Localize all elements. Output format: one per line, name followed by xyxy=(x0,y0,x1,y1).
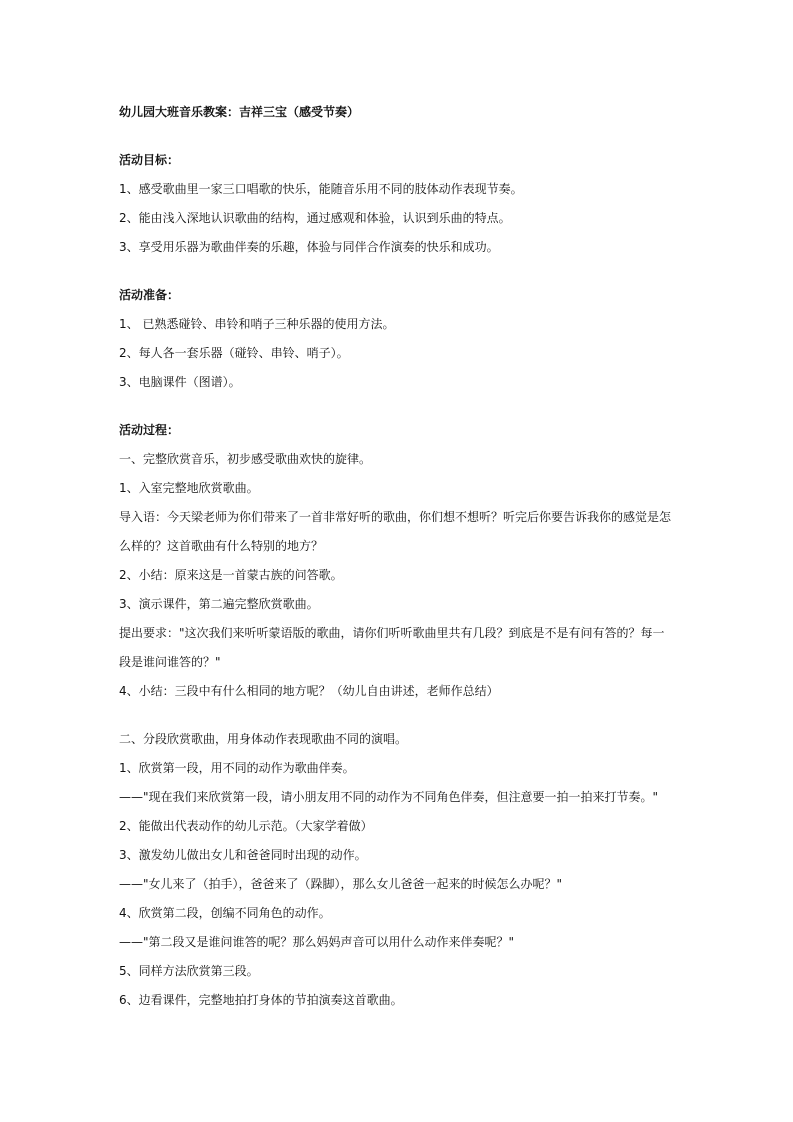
process-line: ——"现在我们来欣赏第一段，请小朋友用不同的动作为不同角色伴奏，但注意要一拍一拍来打节奏。" xyxy=(119,790,659,804)
process-line: 4、欣赏第二段，创编不同角色的动作。 xyxy=(119,906,331,920)
process-line: 导入语：今天梁老师为你们带来了一首非常好听的歌曲，你们想不想听？听完后你要告诉我你的感觉是怎 xyxy=(119,510,672,524)
goal-item: 1、感受歌曲里一家三口唱歌的快乐，能随音乐用不同的肢体动作表现节奏。 xyxy=(119,182,523,196)
process-line: 二、分段欣赏歌曲，用身体动作表现歌曲不同的演唱。 xyxy=(119,732,408,746)
prep-item: 2、每人各一套乐器（碰铃、串铃、哨子）。 xyxy=(119,346,349,360)
process-line: 提出要求："这次我们来听听蒙语版的歌曲，请你们听听歌曲里共有几段？到底是不是有问有答的？每一 xyxy=(119,626,665,640)
prep-heading: 活动准备： xyxy=(119,288,180,302)
process-line: ——"第二段又是谁问谁答的呢？那么妈妈声音可以用什么动作来伴奏呢？" xyxy=(119,935,515,949)
process-line: 6、边看课件，完整地拍打身体的节拍演奏这首歌曲。 xyxy=(119,993,403,1007)
goal-item: 3、享受用乐器为歌曲伴奏的乐趣，体验与同伴合作演奏的快乐和成功。 xyxy=(119,240,499,254)
process-heading: 活动过程： xyxy=(119,423,180,437)
process-line: 3、演示课件，第二遍完整欣赏歌曲。 xyxy=(119,597,319,611)
process-line: 2、能做出代表动作的幼儿示范。（大家学着做） xyxy=(119,819,373,833)
process-line: 么样的？这首歌曲有什么特别的地方？ xyxy=(119,539,324,553)
prep-item: 3、电脑课件（图谱）。 xyxy=(119,375,241,389)
process-line: 1、欣赏第一段，用不同的动作为歌曲伴奏。 xyxy=(119,761,355,775)
process-line: 4、小结：三段中有什么相同的地方呢？（幼儿自由讲述，老师作总结） xyxy=(119,684,499,698)
prep-item: 1、 已熟悉碰铃、串铃和哨子三种乐器的使用方法。 xyxy=(119,317,395,331)
goal-item: 2、能由浅入深地认识歌曲的结构，通过感观和体验，认识到乐曲的特点。 xyxy=(119,211,511,225)
process-line: 3、激发幼儿做出女儿和爸爸同时出现的动作。 xyxy=(119,848,367,862)
process-line: 5、同样方法欣赏第三段。 xyxy=(119,964,259,978)
process-line: 1、入室完整地欣赏歌曲。 xyxy=(119,481,259,495)
document-title: 幼儿园大班音乐教案：吉祥三宝（感受节奏） xyxy=(119,105,360,119)
process-line: ——"女儿来了（拍手），爸爸来了（跺脚），那么女儿爸爸一起来的时候怎么办呢？" xyxy=(119,877,563,891)
goals-heading: 活动目标： xyxy=(119,153,180,167)
process-line: 段是谁问谁答的？" xyxy=(119,655,221,669)
process-line: 一、完整欣赏音乐，初步感受歌曲欢快的旋律。 xyxy=(119,452,372,466)
process-line: 2、小结：原来这是一首蒙古族的问答歌。 xyxy=(119,568,343,582)
